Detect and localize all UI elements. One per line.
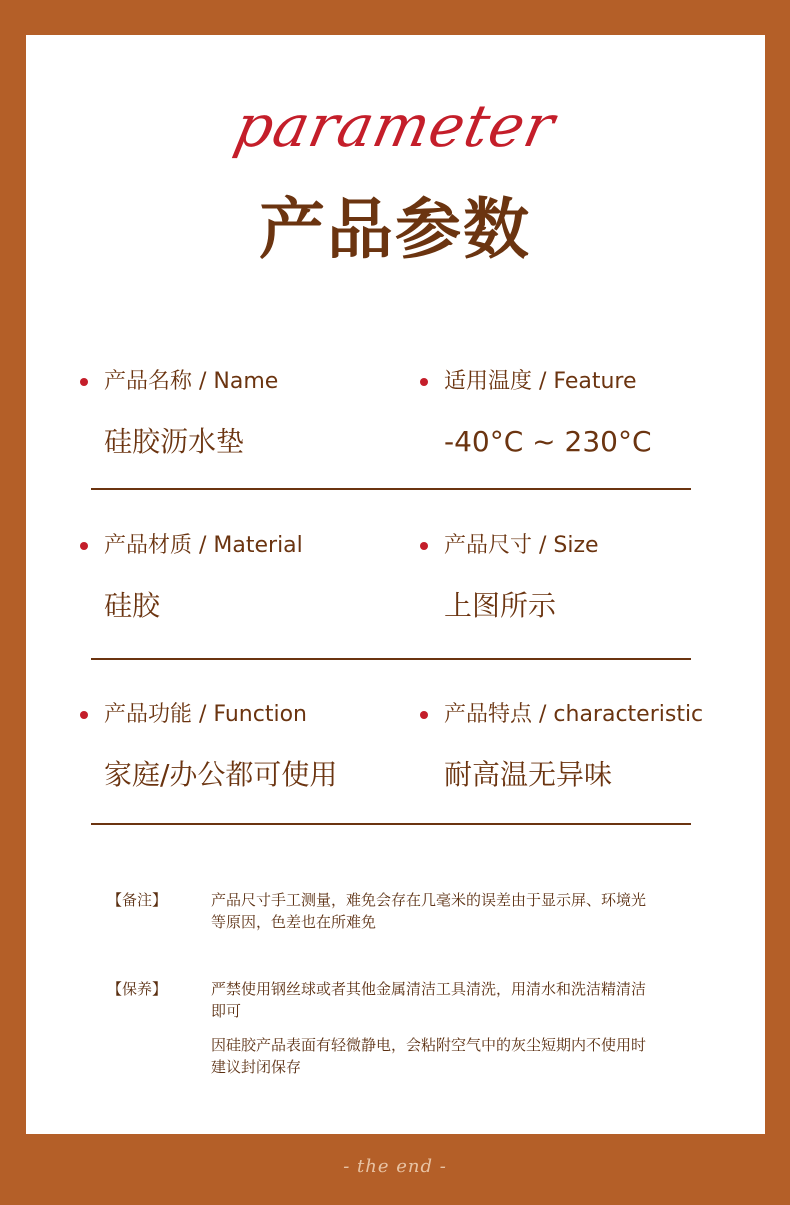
divider bbox=[91, 658, 691, 660]
param-characteristic bbox=[420, 700, 703, 793]
param-label: 产品材质 / Material bbox=[104, 533, 303, 558]
care-text: 严禁使用钢丝球或者其他金属清洁工具清洗，用清水和洗洁精清洁即可 bbox=[211, 980, 647, 1020]
remark-label: 【备注】 bbox=[107, 891, 168, 909]
param-value: 耐高温无异味 bbox=[444, 758, 613, 791]
care-label: 【保养】 bbox=[107, 980, 168, 998]
param-feature bbox=[420, 367, 652, 460]
care-text: 因硅胶产品表面有轻微静电，会粘附空气中的灰尘短期内不使用时建议封闭保存 bbox=[211, 1036, 647, 1076]
bullet-icon bbox=[420, 711, 428, 719]
param-label: 产品名称 / Name bbox=[104, 369, 279, 394]
bullet-icon bbox=[420, 542, 428, 550]
script-title: parameter bbox=[228, 92, 562, 160]
param-label: 产品特点 / characteristic bbox=[444, 702, 704, 727]
param-size bbox=[420, 531, 599, 624]
param-value: 硅胶沥水垫 bbox=[104, 425, 245, 458]
param-label: 适用温度 / Feature bbox=[444, 369, 637, 394]
param-name bbox=[80, 367, 278, 460]
param-function bbox=[80, 700, 337, 793]
param-label: 产品功能 / Function bbox=[104, 702, 307, 727]
param-value: 家庭/办公都可使用 bbox=[104, 758, 338, 791]
param-label: 产品尺寸 / Size bbox=[444, 533, 599, 558]
param-material bbox=[80, 531, 303, 624]
bullet-icon bbox=[80, 378, 88, 386]
page-title: 产品参数 bbox=[259, 191, 531, 268]
remark-text: 产品尺寸手工测量，难免会存在几毫米的误差由于显示屏、环境光等原因，色差也在所难免 bbox=[211, 891, 647, 931]
param-value: -40°C ~ 230°C bbox=[444, 425, 652, 458]
bullet-icon bbox=[80, 542, 88, 550]
divider bbox=[91, 488, 691, 490]
param-value: 硅胶 bbox=[104, 589, 161, 622]
bullet-icon bbox=[420, 378, 428, 386]
divider bbox=[91, 823, 691, 825]
param-value: 上图所示 bbox=[444, 589, 557, 622]
bullet-icon bbox=[80, 711, 88, 719]
the-end-footer: - the end - bbox=[343, 1156, 447, 1177]
